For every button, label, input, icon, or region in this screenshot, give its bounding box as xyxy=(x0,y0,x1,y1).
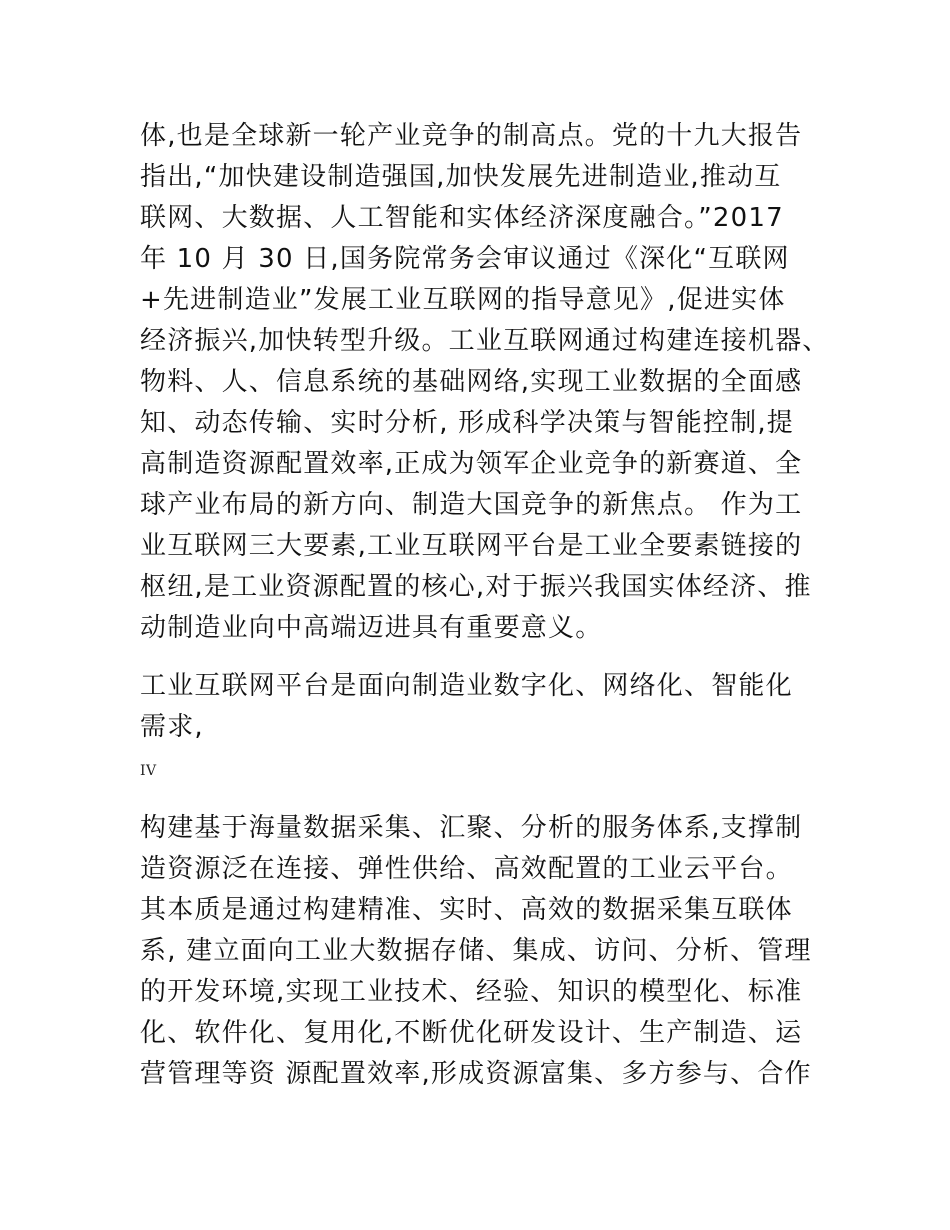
paragraph-3-line-7: 营管理等资 源配置效率,形成资源富集、多方参与、合作 xyxy=(140,1059,812,1089)
paragraph-1-line-11: 业互联网三大要素,工业互联网平台是工业全要素链接的 xyxy=(140,531,803,561)
paragraph-1-line-8: 知、动态传输、实时分析, 形成科学决策与智能控制,提 xyxy=(140,408,794,438)
paragraph-1-line-7: 物料、人、信息系统的基础网络,实现工业数据的全面感 xyxy=(140,367,803,397)
paragraph-1-line-9: 高制造资源配置效率,正成为领军企业竞争的新赛道、全 xyxy=(140,449,803,479)
paragraph-1-line-12: 枢纽,是工业资源配置的核心,对于振兴我国实体经济、推 xyxy=(140,572,812,602)
paragraph-3-line-3: 其本质是通过构建精准、实时、高效的数据采集互联体 xyxy=(140,895,793,925)
paragraph-1-line-3: 联网、大数据、人工智能和实体经济深度融合。”2017 xyxy=(140,203,784,233)
paragraph-3-line-1: 构建基于海量数据采集、汇聚、分析的服务体系,支撑制 xyxy=(140,813,803,843)
paragraph-1-line-10: 球产业布局的新方向、制造大国竞争的新焦点。 作为工 xyxy=(140,490,803,520)
paragraph-1-line-1: 体,也是全球新一轮产业竞争的制高点。党的十九大报告 xyxy=(140,121,803,151)
paragraph-3-line-6: 化、软件化、复用化,不断优化研发设计、生产制造、运 xyxy=(140,1018,803,1048)
paragraph-3-line-4: 系, 建立面向工业大数据存储、集成、访问、分析、管理 xyxy=(140,936,812,966)
paragraph-3-line-5: 的开发环境,实现工业技术、经验、知识的模型化、标准 xyxy=(140,977,803,1007)
paragraph-2-line-1: 工业互联网平台是面向制造业数字化、网络化、智能化 xyxy=(140,671,793,701)
paragraph-1-line-5: +先进制造业”发展工业互联网的指导意见》,促进实体 xyxy=(140,285,786,315)
paragraph-1-line-2: 指出,“加快建设制造强国,加快发展先进制造业,推动互 xyxy=(140,162,782,192)
paragraph-1-line-6: 经济振兴,加快转型升级。工业互联网通过构建连接机器、 xyxy=(140,326,830,356)
paragraph-2-line-2: 需求, xyxy=(140,712,204,742)
paragraph-1-line-4: 年 10 月 30 日,国务院常务会审议通过《深化“互联网 xyxy=(140,244,790,274)
page-number-marker: IV xyxy=(140,763,157,779)
paragraph-3-line-2: 造资源泛在连接、弹性供给、高效配置的工业云平台。 xyxy=(140,854,793,884)
paragraph-1-line-13: 动制造业向中高端迈进具有重要意义。 xyxy=(140,613,603,643)
